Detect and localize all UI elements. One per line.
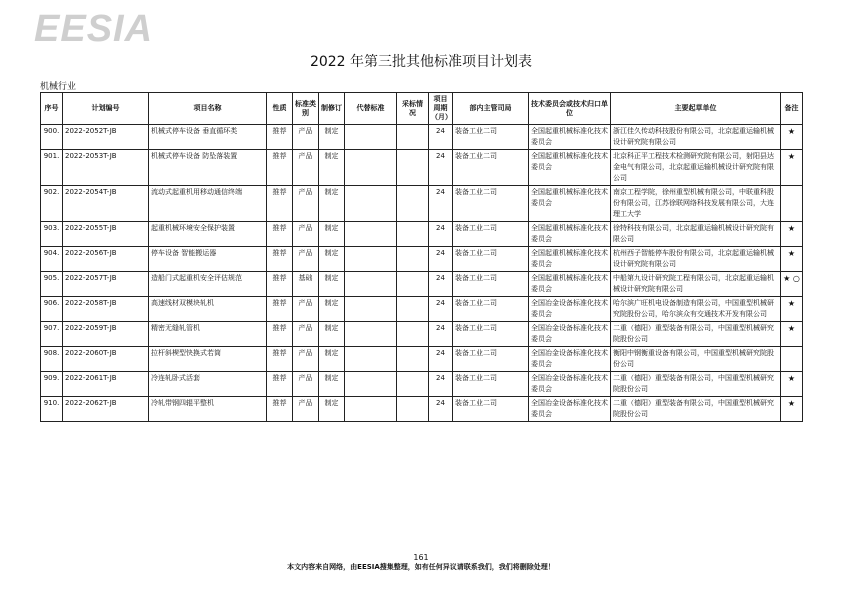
cell-drafter: 徐特科技有限公司，北京起重运输机械设计研究院有限公司 <box>611 222 781 247</box>
header-revision: 制修订 <box>319 93 345 125</box>
header-replaced-standard: 代替标准 <box>345 93 397 125</box>
header-standard-type: 标准类别 <box>293 93 319 125</box>
cell-cycle: 24 <box>429 125 453 150</box>
cell-note: ★ <box>781 372 803 397</box>
footer-disclaimer: 本文内容来自网络，由EESIA搜集整理，如有任何异议请联系我们，我们将删除处理！ <box>287 563 555 571</box>
cell-replaced-standard <box>345 347 397 372</box>
cell-nature: 推荐 <box>267 222 293 247</box>
cell-standard-type: 基础 <box>293 272 319 297</box>
cell-plan-code: 2022-2062T-JB <box>63 397 149 422</box>
cell-adoption <box>397 222 429 247</box>
cell-department: 装备工业二司 <box>453 347 529 372</box>
cell-replaced-standard <box>345 397 397 422</box>
eesia-logo: EESIA <box>34 8 154 50</box>
cell-standard-type: 产品 <box>293 247 319 272</box>
cell-revision: 制定 <box>319 297 345 322</box>
cell-department: 装备工业二司 <box>453 297 529 322</box>
header-no: 序号 <box>41 93 63 125</box>
cell-replaced-standard <box>345 150 397 186</box>
cell-adoption <box>397 322 429 347</box>
cell-adoption <box>397 125 429 150</box>
cell-cycle: 24 <box>429 322 453 347</box>
table-row <box>41 347 803 372</box>
cell-no: 900. <box>41 125 63 150</box>
table-row <box>41 397 803 422</box>
cell-adoption <box>397 186 429 222</box>
cell-plan-code: 2022-2056T-JB <box>63 247 149 272</box>
cell-no: 902. <box>41 186 63 222</box>
cell-revision: 制定 <box>319 372 345 397</box>
cell-department: 装备工业二司 <box>453 150 529 186</box>
header-note: 备注 <box>781 93 803 125</box>
cell-nature: 推荐 <box>267 322 293 347</box>
table-header-row <box>41 93 803 125</box>
cell-drafter: 二重（德阳）重型装备有限公司，中国重型机械研究院股份公司 <box>611 322 781 347</box>
cell-replaced-standard <box>345 186 397 222</box>
cell-nature: 推荐 <box>267 272 293 297</box>
cell-committee: 全国冶金设备标准化技术委员会 <box>529 372 611 397</box>
cell-project-name: 冷轧带钢四辊平整机 <box>149 397 267 422</box>
cell-drafter: 哈尔滨广旺机电设备制造有限公司，中国重型机械研究院股份公司，哈尔滨众有交通技术开发有限公司 <box>611 297 781 322</box>
cell-plan-code: 2022-2053T-JB <box>63 150 149 186</box>
cell-department: 装备工业二司 <box>453 272 529 297</box>
table-row <box>41 125 803 150</box>
cell-project-name: 机械式停车设备 防坠落装置 <box>149 150 267 186</box>
cell-standard-type: 产品 <box>293 297 319 322</box>
cell-standard-type: 产品 <box>293 372 319 397</box>
header-committee: 技术委员会或技术归口单位 <box>529 93 611 125</box>
cell-department: 装备工业二司 <box>453 125 529 150</box>
cell-replaced-standard <box>345 322 397 347</box>
standards-plan-table <box>40 92 803 422</box>
cell-plan-code: 2022-2060T-JB <box>63 347 149 372</box>
cell-no: 901. <box>41 150 63 186</box>
cell-committee: 全国起重机械标准化技术委员会 <box>529 125 611 150</box>
cell-drafter: 南京工程学院，徐州重型机械有限公司，中联重科股份有限公司，江苏徐联网络科技发展有限公司，大连理工大学 <box>611 186 781 222</box>
cell-standard-type: 产品 <box>293 222 319 247</box>
cell-committee: 全国起重机械标准化技术委员会 <box>529 222 611 247</box>
table-row <box>41 150 803 186</box>
cell-plan-code: 2022-2054T-JB <box>63 186 149 222</box>
cell-plan-code: 2022-2061T-JB <box>63 372 149 397</box>
cell-standard-type: 产品 <box>293 186 319 222</box>
cell-plan-code: 2022-2052T-JB <box>63 125 149 150</box>
table-row <box>41 372 803 397</box>
cell-standard-type: 产品 <box>293 397 319 422</box>
cell-drafter: 北京科正平工程技术检测研究院有限公司，射阳县达金电气有限公司，北京起重运输机械设计研究院有限公司 <box>611 150 781 186</box>
cell-drafter: 二重（德阳）重型装备有限公司，中国重型机械研究院股份公司 <box>611 372 781 397</box>
cell-revision: 制定 <box>319 150 345 186</box>
cell-drafter: 中船第九设计研究院工程有限公司，北京起重运输机械设计研究院有限公司 <box>611 272 781 297</box>
cell-project-name: 冷连轧卧式活套 <box>149 372 267 397</box>
cell-no: 906. <box>41 297 63 322</box>
header-drafter: 主要起草单位 <box>611 93 781 125</box>
cell-adoption <box>397 397 429 422</box>
cell-project-name: 高速线材双模块轧机 <box>149 297 267 322</box>
table-row <box>41 222 803 247</box>
cell-nature: 推荐 <box>267 397 293 422</box>
cell-replaced-standard <box>345 372 397 397</box>
page-title: 2022 年第三批其他标准项目计划表 <box>309 54 533 70</box>
cell-revision: 制定 <box>319 222 345 247</box>
header-plan-code: 计划编号 <box>63 93 149 125</box>
cell-nature: 推荐 <box>267 125 293 150</box>
cell-project-name: 精密无缝轧管机 <box>149 322 267 347</box>
cell-no: 909. <box>41 372 63 397</box>
cell-no: 910. <box>41 397 63 422</box>
cell-committee: 全国起重机械标准化技术委员会 <box>529 186 611 222</box>
cell-committee: 全国冶金设备标准化技术委员会 <box>529 297 611 322</box>
cell-note: ★ <box>781 397 803 422</box>
cell-department: 装备工业二司 <box>453 186 529 222</box>
cell-no: 904. <box>41 247 63 272</box>
cell-note: ★ ○ <box>781 272 803 297</box>
cell-drafter: 浙江佳久传动科技股份有限公司，北京起重运输机械设计研究院有限公司 <box>611 125 781 150</box>
cell-replaced-standard <box>345 272 397 297</box>
cell-adoption <box>397 272 429 297</box>
cell-note: ★ <box>781 150 803 186</box>
header-project-name: 项目名称 <box>149 93 267 125</box>
cell-nature: 推荐 <box>267 186 293 222</box>
table-row <box>41 272 803 297</box>
cell-note: ★ <box>781 222 803 247</box>
cell-note: ★ <box>781 322 803 347</box>
cell-adoption <box>397 297 429 322</box>
cell-committee: 全国冶金设备标准化技术委员会 <box>529 322 611 347</box>
cell-nature: 推荐 <box>267 150 293 186</box>
cell-nature: 推荐 <box>267 347 293 372</box>
table-row <box>41 322 803 347</box>
cell-replaced-standard <box>345 125 397 150</box>
cell-cycle: 24 <box>429 272 453 297</box>
cell-note <box>781 347 803 372</box>
cell-plan-code: 2022-2055T-JB <box>63 222 149 247</box>
cell-department: 装备工业二司 <box>453 397 529 422</box>
cell-revision: 制定 <box>319 186 345 222</box>
cell-project-name: 机械式停车设备 垂直循环类 <box>149 125 267 150</box>
cell-project-name: 造船门式起重机安全评估规范 <box>149 272 267 297</box>
cell-adoption <box>397 247 429 272</box>
cell-note: ★ <box>781 247 803 272</box>
cell-standard-type: 产品 <box>293 322 319 347</box>
cell-revision: 制定 <box>319 347 345 372</box>
cell-note: ★ <box>781 125 803 150</box>
table-row <box>41 297 803 322</box>
cell-department: 装备工业二司 <box>453 372 529 397</box>
cell-project-name: 停车设备 智能搬运器 <box>149 247 267 272</box>
cell-replaced-standard <box>345 297 397 322</box>
page-number: 161 <box>413 553 429 562</box>
cell-cycle: 24 <box>429 186 453 222</box>
cell-revision: 制定 <box>319 272 345 297</box>
cell-plan-code: 2022-2057T-JB <box>63 272 149 297</box>
cell-project-name: 流动式起重机用移动通信终端 <box>149 186 267 222</box>
cell-drafter: 衡阳中钢衡重设备有限公司，中国重型机械研究院股份公司 <box>611 347 781 372</box>
cell-committee: 全国起重机械标准化技术委员会 <box>529 272 611 297</box>
cell-adoption <box>397 347 429 372</box>
industry-category: 机械行业 <box>40 82 77 92</box>
cell-drafter: 二重（德阳）重型装备有限公司，中国重型机械研究院股份公司 <box>611 397 781 422</box>
cell-project-name: 起重机械环境安全保护装置 <box>149 222 267 247</box>
cell-cycle: 24 <box>429 397 453 422</box>
header-nature: 性质 <box>267 93 293 125</box>
cell-department: 装备工业二司 <box>453 247 529 272</box>
cell-cycle: 24 <box>429 297 453 322</box>
cell-plan-code: 2022-2058T-JB <box>63 297 149 322</box>
cell-revision: 制定 <box>319 125 345 150</box>
cell-replaced-standard <box>345 247 397 272</box>
cell-standard-type: 产品 <box>293 150 319 186</box>
header-adoption: 采标情况 <box>397 93 429 125</box>
cell-committee: 全国冶金设备标准化技术委员会 <box>529 347 611 372</box>
cell-revision: 制定 <box>319 322 345 347</box>
cell-plan-code: 2022-2059T-JB <box>63 322 149 347</box>
cell-adoption <box>397 150 429 186</box>
cell-cycle: 24 <box>429 347 453 372</box>
cell-cycle: 24 <box>429 247 453 272</box>
cell-committee: 全国起重机械标准化技术委员会 <box>529 150 611 186</box>
cell-drafter: 杭州西子智能停车股份有限公司，北京起重运输机械设计研究院有限公司 <box>611 247 781 272</box>
cell-cycle: 24 <box>429 372 453 397</box>
cell-committee: 全国冶金设备标准化技术委员会 <box>529 397 611 422</box>
table-row <box>41 247 803 272</box>
cell-committee: 全国起重机械标准化技术委员会 <box>529 247 611 272</box>
cell-note <box>781 186 803 222</box>
table-row <box>41 186 803 222</box>
cell-nature: 推荐 <box>267 372 293 397</box>
cell-standard-type: 产品 <box>293 347 319 372</box>
cell-adoption <box>397 372 429 397</box>
cell-department: 装备工业二司 <box>453 222 529 247</box>
header-department: 部内主管司局 <box>453 93 529 125</box>
cell-no: 907. <box>41 322 63 347</box>
cell-no: 903. <box>41 222 63 247</box>
cell-project-name: 拉杆斜楔型快换式若筒 <box>149 347 267 372</box>
cell-no: 908. <box>41 347 63 372</box>
cell-note: ★ <box>781 297 803 322</box>
cell-revision: 制定 <box>319 397 345 422</box>
cell-nature: 推荐 <box>267 247 293 272</box>
cell-cycle: 24 <box>429 222 453 247</box>
cell-department: 装备工业二司 <box>453 322 529 347</box>
header-cycle: 项目周期（月） <box>429 93 453 125</box>
cell-replaced-standard <box>345 222 397 247</box>
cell-revision: 制定 <box>319 247 345 272</box>
cell-cycle: 24 <box>429 150 453 186</box>
cell-standard-type: 产品 <box>293 125 319 150</box>
cell-nature: 推荐 <box>267 297 293 322</box>
cell-no: 905. <box>41 272 63 297</box>
